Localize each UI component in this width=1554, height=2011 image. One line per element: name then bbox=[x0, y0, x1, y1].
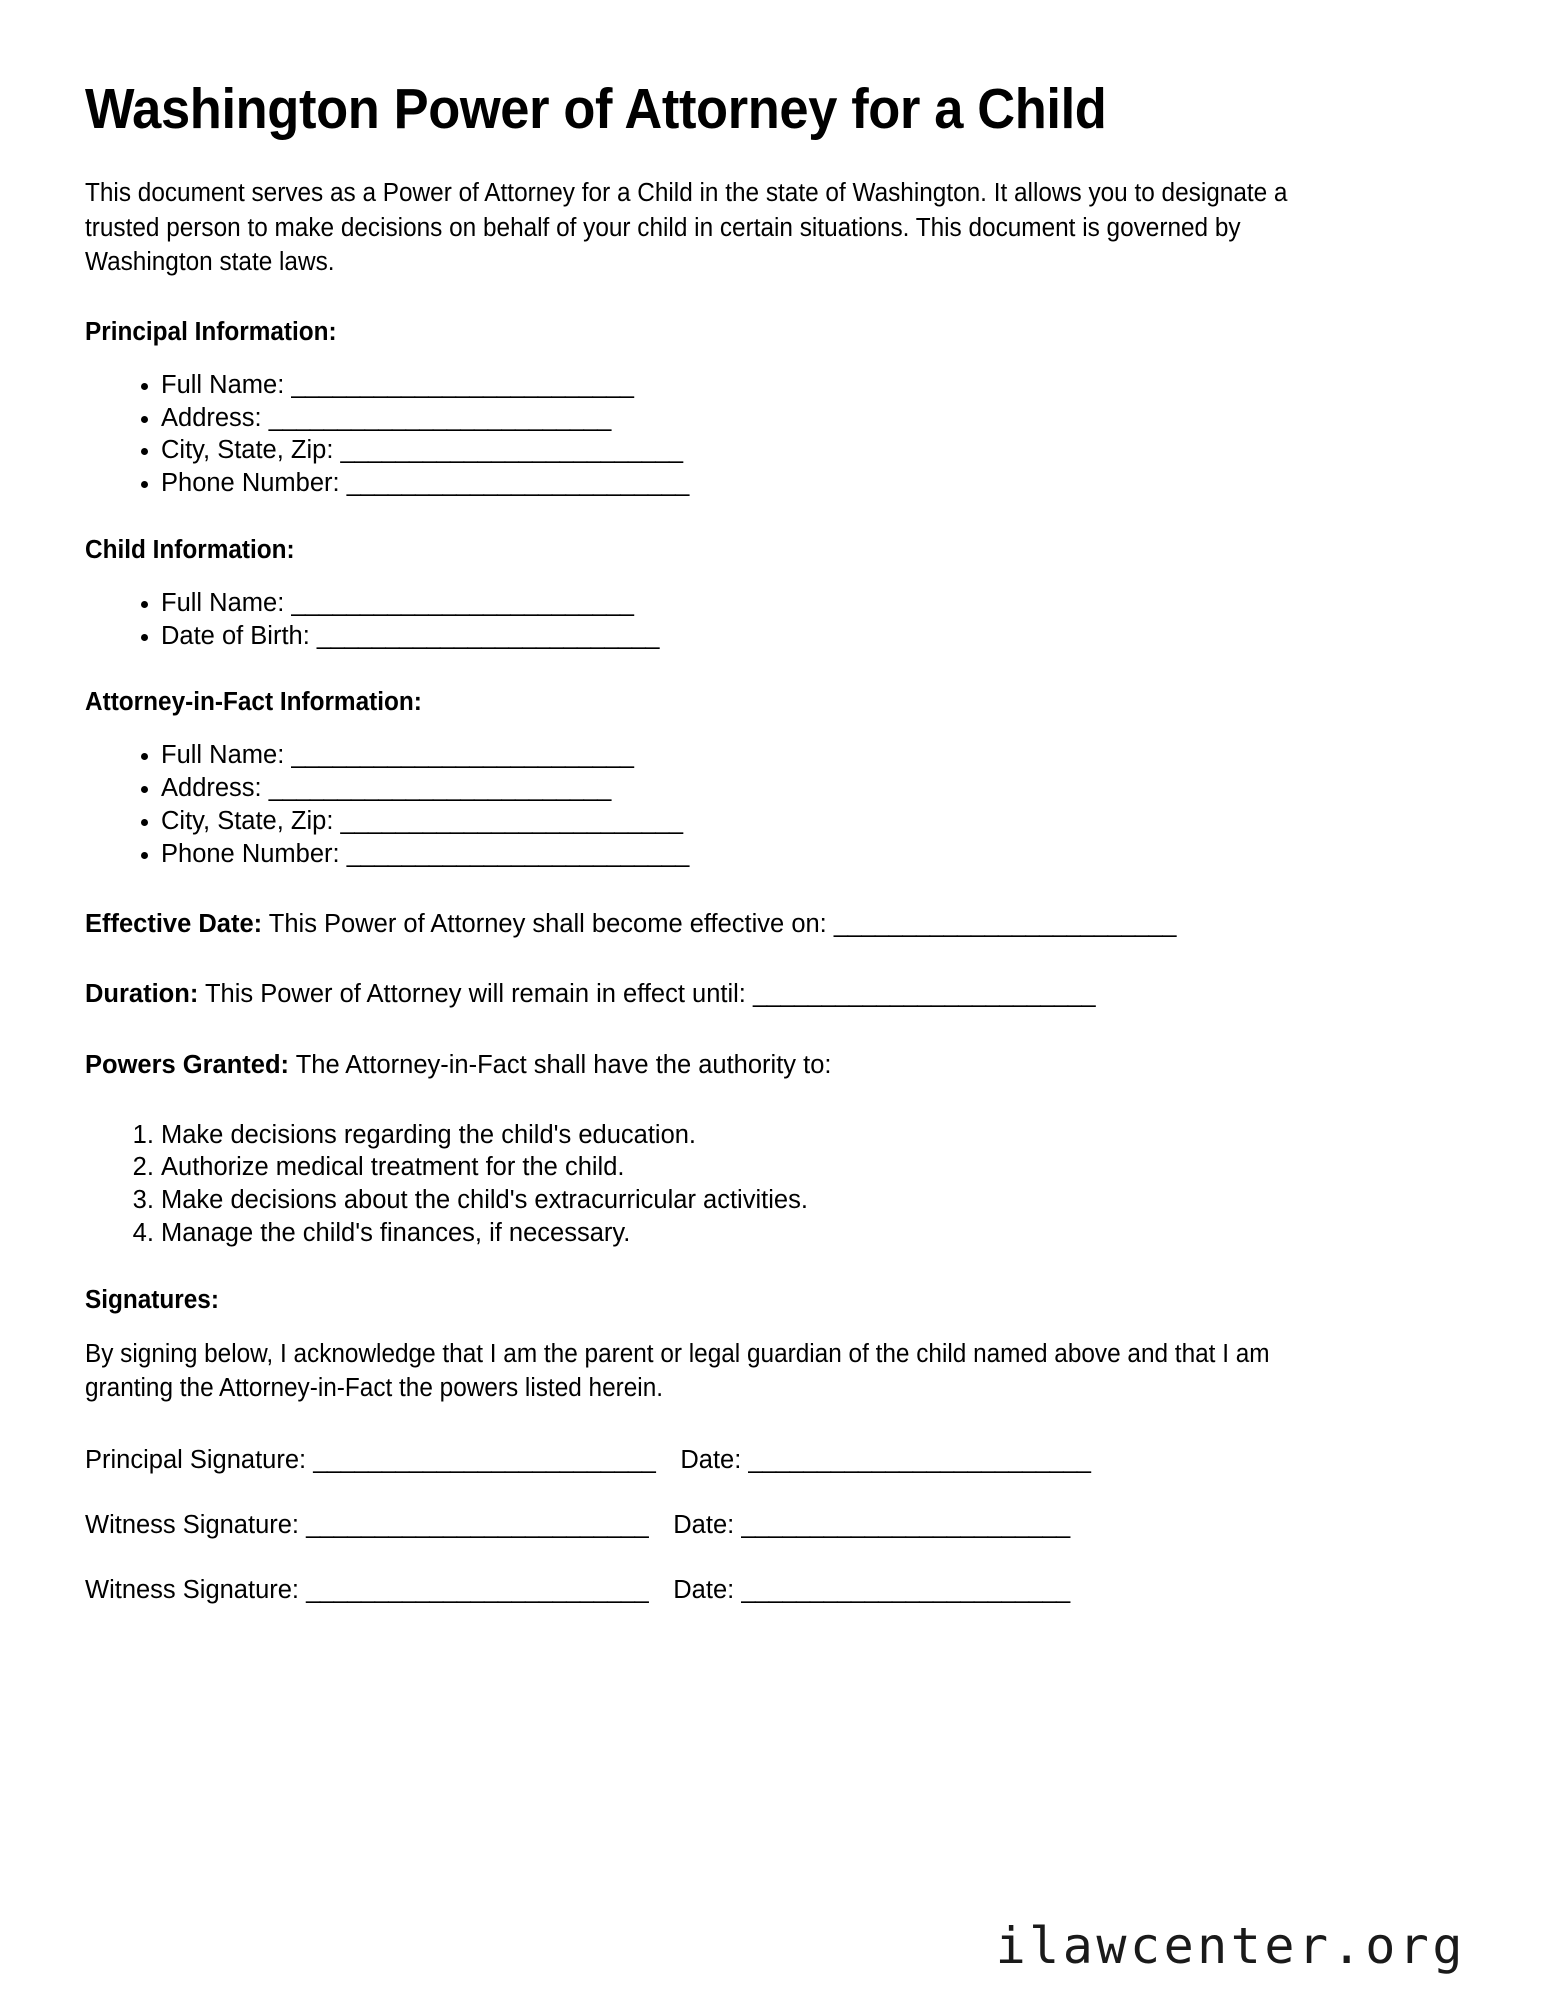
date-blank[interactable]: ________________________ bbox=[741, 1511, 1070, 1540]
child-information-list bbox=[85, 587, 1469, 653]
list-item bbox=[161, 587, 1469, 620]
duration-blank[interactable]: _________________________ bbox=[752, 980, 1096, 1009]
watermark-ilawcenter: ilawcenter.org bbox=[995, 1917, 1466, 1975]
effective-date-paragraph bbox=[85, 907, 1415, 942]
field-label: Full Name: bbox=[161, 741, 285, 770]
powers-granted-list bbox=[85, 1119, 1469, 1250]
signature-blank[interactable]: _________________________ bbox=[306, 1511, 649, 1540]
signature-label: Witness Signature: bbox=[85, 1511, 300, 1540]
date-label: Date: bbox=[680, 1445, 742, 1474]
list-item bbox=[161, 402, 1469, 435]
signature-acknowledgement: By signing below, I acknowledge that I am the parent or legal guardian of the child named above and that I am granting the Attorney-in-Fact the powers listed herein. bbox=[85, 1339, 1270, 1403]
list-item: 1. Make decisions regarding the child's education. bbox=[161, 1119, 1469, 1152]
list-item: 2. Authorize medical treatment for the child. bbox=[161, 1151, 1469, 1184]
signature-blank[interactable]: _________________________ bbox=[313, 1445, 656, 1474]
signatures-heading: Signatures: bbox=[85, 1285, 219, 1314]
powers-granted-label: Powers Granted: bbox=[85, 1050, 290, 1079]
duration-text: This Power of Attorney will remain in effect until: bbox=[204, 980, 746, 1009]
field-label: Address: bbox=[161, 774, 262, 803]
effective-date-text: This Power of Attorney shall become effective on: bbox=[268, 909, 827, 938]
list-item bbox=[161, 772, 1469, 805]
date-label: Date: bbox=[673, 1576, 735, 1605]
field-label: Date of Birth: bbox=[161, 621, 310, 650]
powers-granted-paragraph bbox=[85, 1048, 1415, 1083]
duration-label: Duration: bbox=[85, 980, 199, 1009]
list-item bbox=[161, 739, 1469, 772]
field-label: Phone Number: bbox=[161, 839, 340, 868]
attorney-in-fact-information-list bbox=[85, 739, 1469, 870]
list-item: 3. Make decisions about the child's extracurricular activities. bbox=[161, 1184, 1469, 1217]
field-blank[interactable]: _________________________ bbox=[268, 774, 611, 803]
field-label: Phone Number: bbox=[161, 469, 340, 498]
witness-signature-row-1 bbox=[85, 1509, 1469, 1542]
date-blank[interactable]: ________________________ bbox=[741, 1576, 1070, 1605]
intro-paragraph: This document serves as a Power of Attorney for a Child in the state of Washington. It allows you to designate a trusted person to make decisions on behalf of your child in certain situations. This document is governed by Washington state laws. bbox=[85, 178, 1288, 277]
field-label: City, State, Zip: bbox=[161, 436, 334, 465]
powers-granted-text: The Attorney-in-Fact shall have the authority to: bbox=[295, 1050, 832, 1079]
field-blank[interactable]: _________________________ bbox=[340, 806, 683, 835]
child-information-heading: Child Information: bbox=[85, 535, 295, 564]
field-blank[interactable]: _________________________ bbox=[291, 370, 634, 399]
effective-date-blank[interactable]: _________________________ bbox=[833, 909, 1176, 938]
duration-paragraph bbox=[85, 977, 1415, 1012]
principal-information-heading: Principal Information: bbox=[85, 317, 337, 346]
date-label: Date: bbox=[673, 1511, 735, 1540]
signature-label: Principal Signature: bbox=[85, 1445, 307, 1474]
effective-date-label: Effective Date: bbox=[85, 909, 263, 938]
field-blank[interactable]: _________________________ bbox=[346, 469, 689, 498]
list-item bbox=[161, 805, 1469, 838]
list-item bbox=[161, 838, 1469, 871]
signature-label: Witness Signature: bbox=[85, 1576, 300, 1605]
field-blank[interactable]: _________________________ bbox=[340, 436, 683, 465]
attorney-in-fact-information-heading: Attorney-in-Fact Information: bbox=[85, 688, 422, 717]
page-title: Washington Power of Attorney for a Child bbox=[85, 77, 1107, 141]
list-item bbox=[161, 369, 1469, 402]
principal-signature-row bbox=[85, 1444, 1469, 1477]
list-item bbox=[161, 467, 1469, 500]
field-blank[interactable]: _________________________ bbox=[291, 588, 634, 617]
field-blank[interactable]: _________________________ bbox=[316, 621, 659, 650]
list-item bbox=[161, 620, 1469, 653]
date-blank[interactable]: _________________________ bbox=[748, 1445, 1091, 1474]
list-item: 4. Manage the child's finances, if necessary. bbox=[161, 1217, 1469, 1250]
field-label: Address: bbox=[161, 403, 262, 432]
field-blank[interactable]: _________________________ bbox=[268, 403, 611, 432]
field-blank[interactable]: _________________________ bbox=[346, 839, 689, 868]
field-blank[interactable]: _________________________ bbox=[291, 741, 634, 770]
field-label: Full Name: bbox=[161, 370, 285, 399]
field-label: Full Name: bbox=[161, 588, 285, 617]
signature-blank[interactable]: _________________________ bbox=[306, 1576, 649, 1605]
witness-signature-row-2 bbox=[85, 1574, 1469, 1607]
list-item bbox=[161, 434, 1469, 467]
principal-information-list bbox=[85, 369, 1469, 500]
field-label: City, State, Zip: bbox=[161, 806, 334, 835]
